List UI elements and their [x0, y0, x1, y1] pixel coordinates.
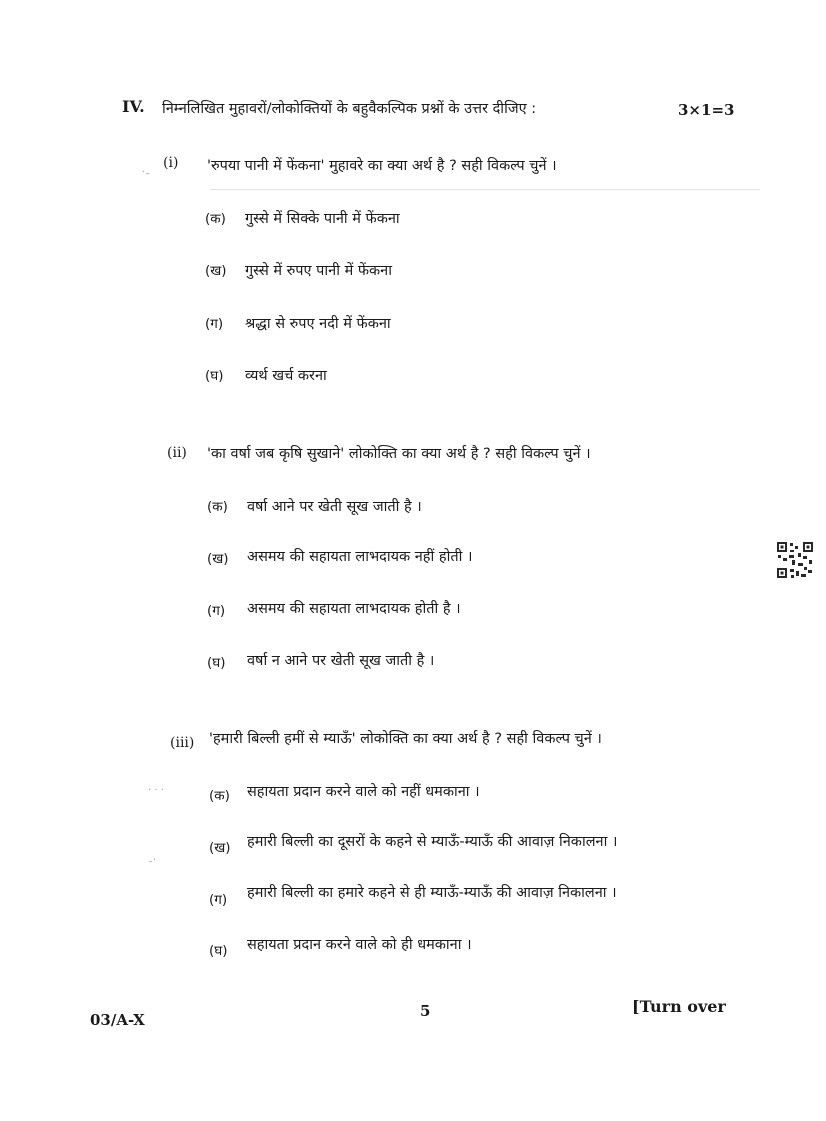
q3-option-d-text: सहायता प्रदान करने वाले को ही धमकाना । [247, 937, 472, 953]
section-marks: 3×1=3 [678, 101, 735, 119]
q2-option-b-text: असमय की सहायता लाभदायक नहीं होती । [247, 549, 473, 565]
q2-option-c-label: (ग) [207, 603, 226, 619]
q1-option-d-label: (घ) [205, 368, 224, 384]
question-2-number: (ii) [167, 445, 187, 461]
question-1-text: 'रुपया पानी में फेंकना' मुहावरे का क्या अर्थ है ? सही विकल्प चुनें । [207, 158, 557, 174]
scan-speck: . . . [148, 782, 164, 793]
q2-option-d-text: वर्षा न आने पर खेती सूख जाती है । [247, 653, 435, 669]
q1-option-c-label: (ग) [205, 316, 224, 332]
page-number: 5 [420, 1002, 431, 1020]
scan-speck: ˷. [148, 852, 157, 863]
q2-option-a-label: (क) [207, 499, 228, 515]
q3-option-a-text: सहायता प्रदान करने वाले को नहीं धमकाना । [247, 784, 480, 800]
q1-option-b-text: गुस्से में रुपए पानी में फेंकना [245, 263, 392, 279]
q2-option-c-text: असमय की सहायता लाभदायक होती है । [247, 601, 461, 617]
section-number: IV. [122, 97, 145, 116]
question-1-number: (i) [163, 155, 179, 171]
faint-rule [210, 189, 760, 190]
q3-option-b-text: हमारी बिल्ली का दूसरों के कहने से म्याऊँ-म्याऊँ की आवाज़ निकालना । [247, 834, 618, 850]
question-3-number: (iii) [170, 735, 195, 751]
question-3-text: 'हमारी बिल्ली हमीं से म्याऊँ' लोकोक्ति का क्या अर्थ है ? सही विकल्प चुनें । [209, 731, 602, 747]
paper-code: 03/A-X [90, 1011, 145, 1029]
q2-option-a-text: वर्षा आने पर खेती सूख जाती है । [247, 499, 422, 515]
q3-option-c-text: हमारी बिल्ली का हमारे कहने से ही म्याऊँ-म्याऊँ की आवाज़ निकालना । [247, 885, 617, 901]
q2-option-b-label: (ख) [207, 551, 229, 567]
qr-code [776, 541, 814, 579]
turn-over: [Turn over [632, 997, 726, 1016]
section-instruction: निम्नलिखित मुहावरों/लोकोक्तियों के बहुवैकल्पिक प्रश्नों के उत्तर दीजिए : [162, 101, 537, 117]
q3-option-c-label: (ग) [209, 892, 228, 908]
q1-option-a-text: गुस्से में सिक्के पानी में फेंकना [245, 211, 400, 227]
q1-option-b-label: (ख) [205, 263, 227, 279]
question-2-text: 'का वर्षा जब कृषि सुखाने' लोकोक्ति का क्या अर्थ है ? सही विकल्प चुनें । [207, 446, 591, 462]
q3-option-b-label: (ख) [209, 840, 231, 856]
q1-option-c-text: श्रद्धा से रुपए नदी में फेंकना [245, 316, 391, 332]
q1-option-a-label: (क) [205, 211, 226, 227]
q3-option-a-label: (क) [209, 788, 230, 804]
q3-option-d-label: (घ) [209, 943, 228, 959]
q1-option-d-text: व्यर्थ खर्च करना [245, 368, 327, 384]
scan-speck: .˷ [142, 164, 151, 175]
q2-option-d-label: (घ) [207, 655, 226, 671]
